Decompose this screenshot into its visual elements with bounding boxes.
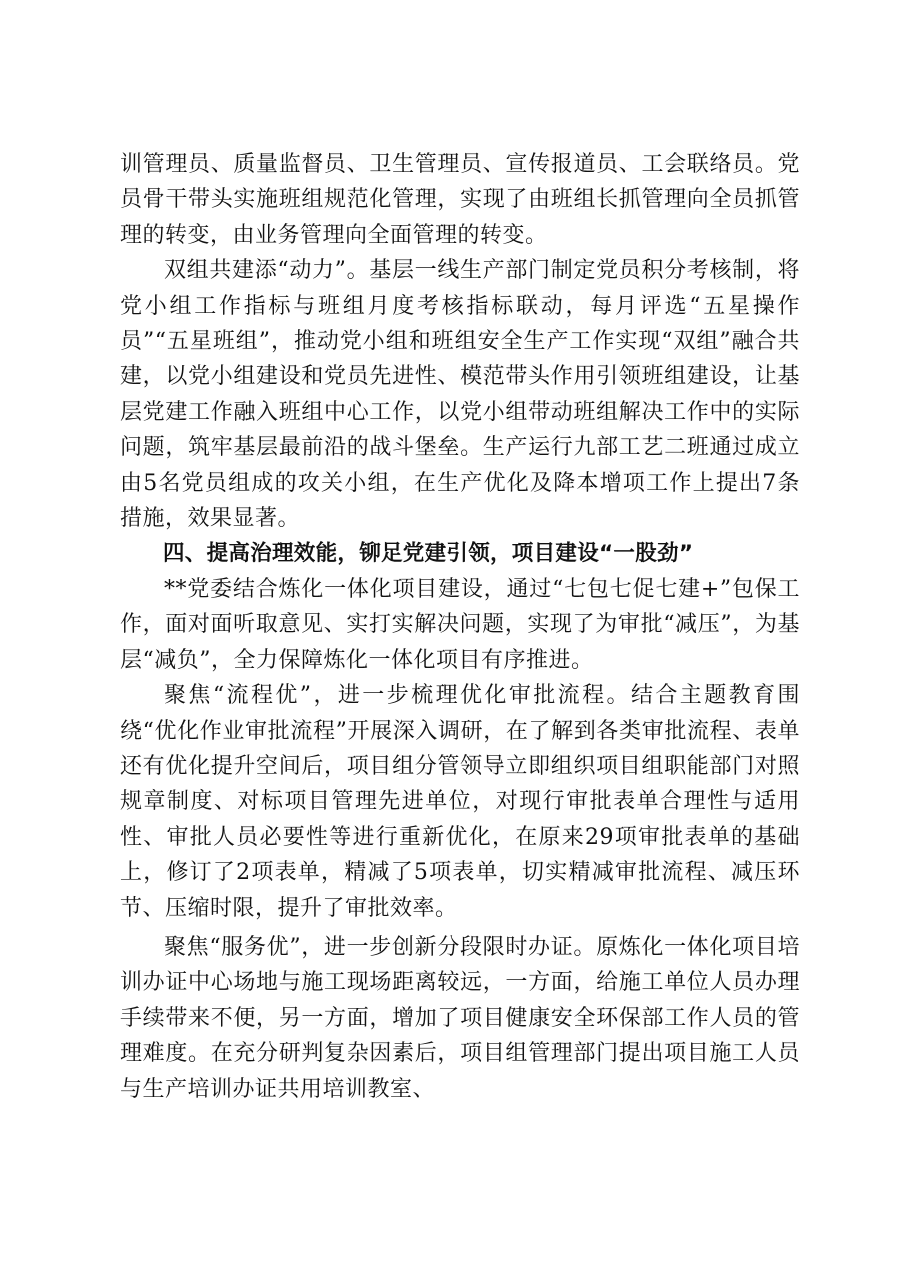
paragraph-service-optimization: 聚焦“服务优”，进一步创新分段限时办证。原炼化一体化项目培训办证中心场地与施工现场距离较远，一方面，给施工单位人员办理手续带来不便，另一方面，增加了项目健康安全环保部工作人员的管理难度。在充分研判复杂因素后，项目组管理部门提出项目施工人员与生产培训办证共用培训教室、 [120,934,800,1102]
paragraph-process-optimization: 聚焦“流程优”，进一步梳理优化审批流程。结合主题教育围绕“优化作业审批流程”开展深入调研，在了解到各类审批流程、表单还有优化提升空间后，项目组分管领导立即组织项目组职能部门对照规章制度、对标项目管理先进单位，对现行审批表单合理性与适用性、审批人员必要性等进行重新优化，在原来29项审批表单的基础上，修订了2项表单，精减了5项表单，切实精减审批流程、减压环节、压缩时限，提升了审批效率。 [120,683,800,921]
paragraph-party-committee: **党委结合炼化一体化项目建设，通过“七包七促七建+”包保工作，面对面听取意见、实打实解决问题，实现了为审批“减压”，为基层“减负”，全力保障炼化一体化项目有序推进。 [120,576,800,673]
paragraph-continuation: 训管理员、质量监督员、卫生管理员、宣传报道员、工会联络员。党员骨干带头实施班组规范化管理，实现了由班组长抓管理向全员抓管理的转变，由业务管理向全面管理的转变。 [120,152,800,248]
document-body [120,147,800,1107]
section-heading-four: 四、提高治理效能，铆足党建引领，项目建设“一股劲” [163,541,694,567]
paragraph-dual-group: 双组共建添“动力”。基层一线生产部门制定党员积分考核制，将党小组工作指标与班组月度考核指标联动，每月评选“五星操作员”“五星班组”，推动党小组和班组安全生产工作实现“双组”融合共建，以党小组建设和党员先进性、模范带头作用引领班组建设，让基层党建工作融入班组中心工作，以党小组带动班组解决工作中的实际问题，筑牢基层最前沿的战斗堡垒。生产运行九部工艺二班通过成立由5名党员组成的攻关小组，在生产优化及降本增项工作上提出7条措施，效果显著。 [120,258,800,532]
